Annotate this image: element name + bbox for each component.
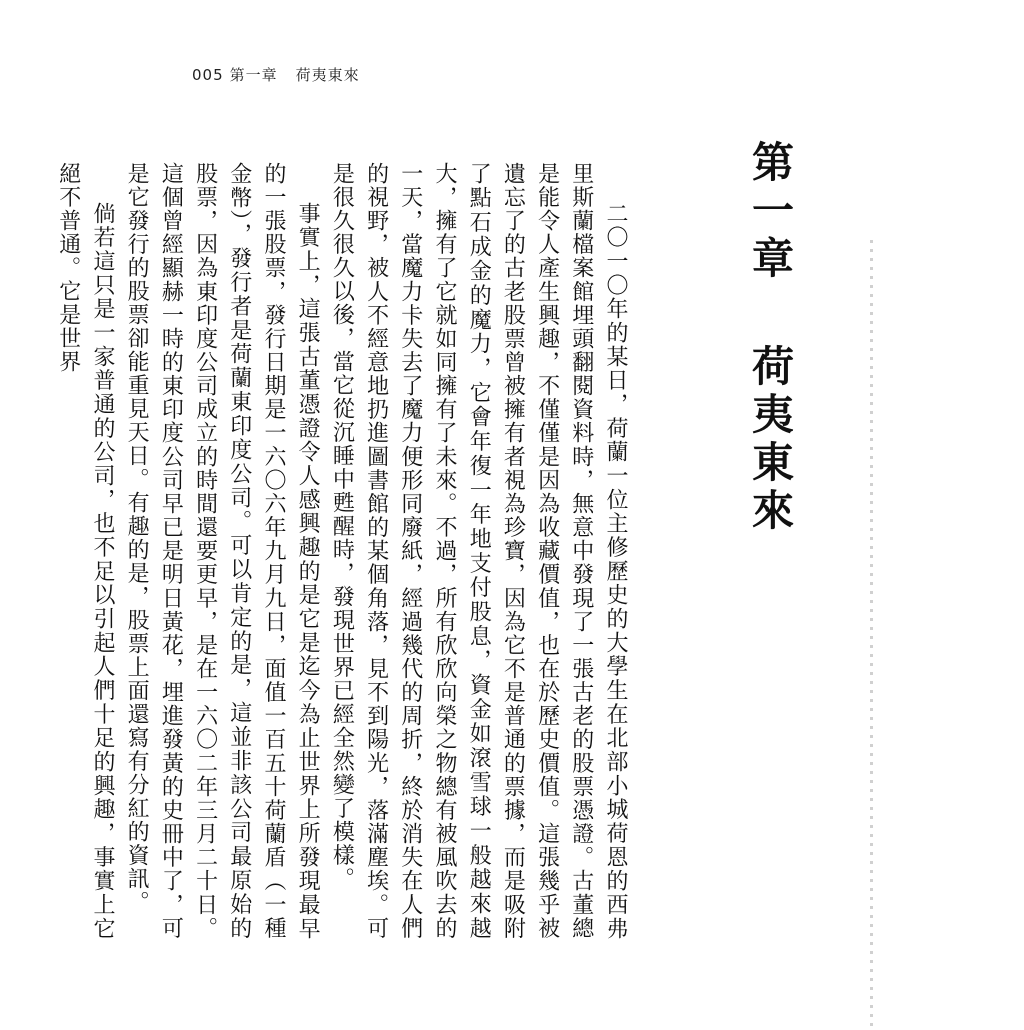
page-edge-shadow bbox=[870, 240, 873, 1030]
paragraph: 倘若這只是一家普通的公司，也不足以引起人們十足的興趣，事實上它絕不普通。它是世界 bbox=[55, 162, 115, 940]
running-head bbox=[192, 64, 360, 85]
chapter-title bbox=[738, 140, 802, 536]
page-number: 005 bbox=[192, 66, 224, 84]
running-head-chapter-label: 第一章 bbox=[229, 66, 278, 84]
chapter-name: 荷夷東來 bbox=[746, 344, 795, 536]
chapter-number: 第一章 bbox=[746, 140, 795, 284]
paragraph: 二〇一〇年的某日，荷蘭一位主修歷史的大學生在北部小城荷恩的西弗里斯蘭檔案館埋頭翻閱資料時，無意中發現了一張古老的股票憑證。古董總是能令人產生興趣，不僅僅是因為收藏價值，也在於歷史價值。這張幾乎被遺忘了的古老股票曾被擁有者視為珍寶，因為它不是普通的票據，而是吸附了點石成金的魔力，它會年復一年地支付股息，資金如滾雪球一般越來越大，擁有了它就如同擁有了未來。不過，所有欣欣向榮之物總有被風吹去的一天，當魔力卡失去了魔力便形同廢紙，經過幾代的周折，終於消失在人們的視野，被人不經意地扔進圖書館的某個角落，見不到陽光，落滿塵埃。可是很久很久以後，當它從沉睡中甦醒時，發現世界已經全然變了模樣。 bbox=[329, 162, 628, 940]
body-text bbox=[55, 162, 632, 940]
paragraph: 事實上，這張古董憑證令人感興趣的是它是迄今為止世界上所發現最早的一張股票，發行日期是一六〇六年九月九日，面值一百五十荷蘭盾（一種金幣），發行者是荷蘭東印度公司。可以肯定的是，這並非該公司最原始的股票，因為東印度公司成立的時間還要更早，是在一六〇二年三月二十日。這個曾經顯赫一時的東印度公司早已是明日黃花，埋進發黃的史冊中了，可是它發行的股票卻能重見天日。有趣的是，股票上面還寫有分紅的資訊。 bbox=[124, 162, 321, 940]
running-head-chapter-name: 荷夷東來 bbox=[295, 66, 360, 84]
